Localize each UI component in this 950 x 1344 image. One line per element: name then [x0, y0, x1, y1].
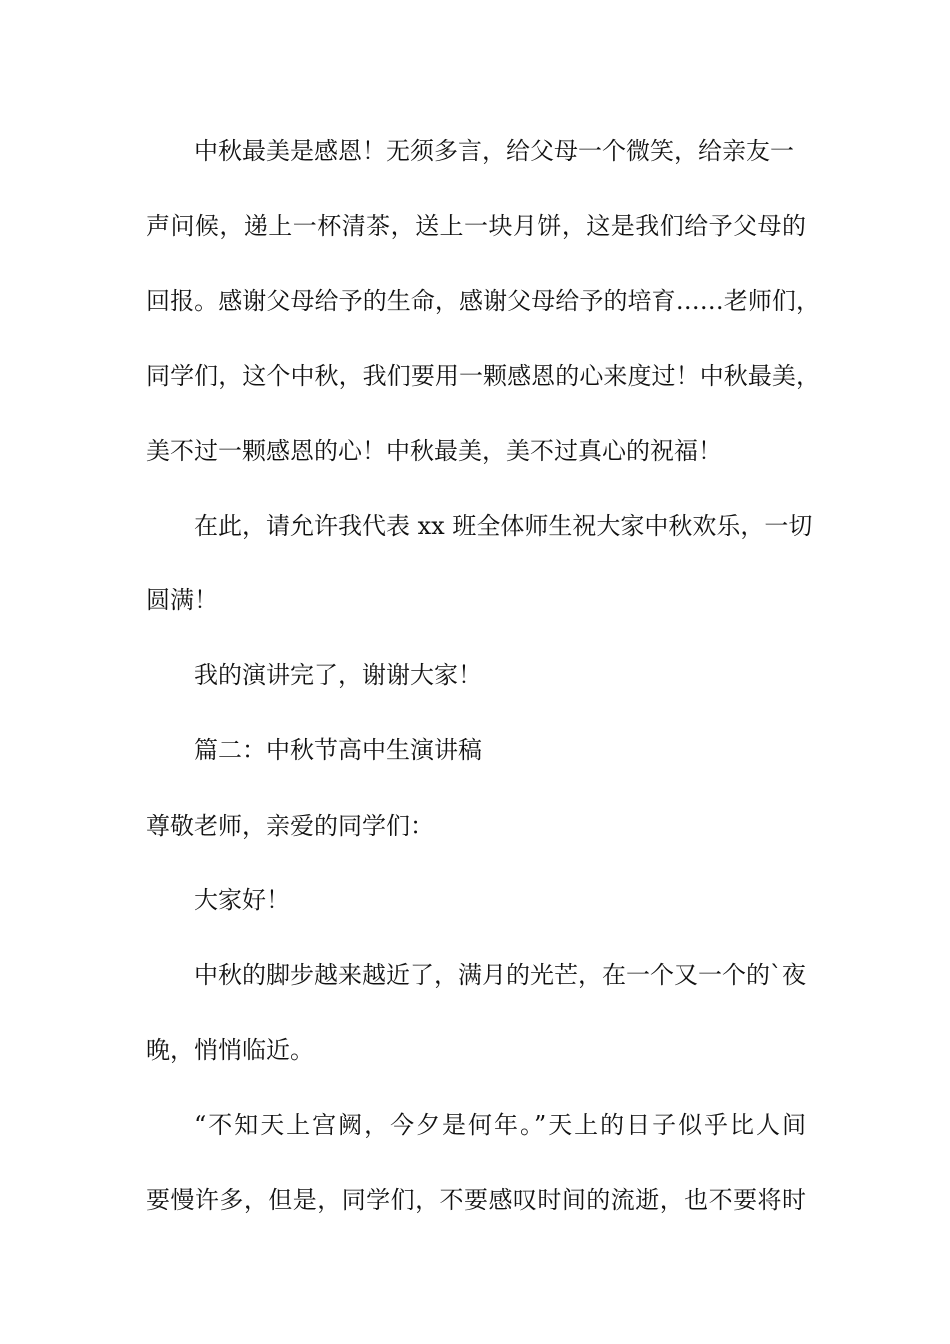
- paragraph-line: 声问候，递上一杯清茶，送上一块月饼，这是我们给予父母的: [146, 212, 806, 240]
- paragraph-line: 晚，悄悄临近。: [146, 1036, 314, 1064]
- paragraph-line: 美不过一颗感恩的心！中秋最美，美不过真心的祝福！: [146, 437, 722, 465]
- paragraph-line: 中秋最美是感恩！无须多言，给父母一个微笑，给亲友一: [194, 137, 794, 165]
- paragraph-line: “不知天上宫阙，今夕是何年。”天上的日子似乎比人间: [194, 1111, 806, 1139]
- paragraph-line: 要慢许多，但是，同学们，不要感叹时间的流逝，也不要将时: [146, 1186, 806, 1214]
- salutation-line: 尊敬老师，亲爱的同学们：: [146, 812, 434, 840]
- paragraph-line: 回报。感谢父母给予的生命，感谢父母给予的培育……老师们，: [146, 287, 820, 315]
- paragraph-line: 我的演讲完了，谢谢大家！: [194, 661, 482, 689]
- paragraph-line: 同学们，这个中秋，我们要用一颗感恩的心来度过！中秋最美，: [146, 362, 820, 390]
- paragraph-line: 中秋的脚步越来越近了，满月的光芒，在一个又一个的`夜: [194, 961, 806, 989]
- section-heading: 篇二：中秋节高中生演讲稿: [194, 736, 482, 764]
- paragraph-line: 在此，请允许我代表 xx 班全体师生祝大家中秋欢乐，一切: [194, 512, 813, 540]
- paragraph-line: 圆满！: [146, 586, 218, 614]
- greeting-line: 大家好！: [194, 886, 290, 914]
